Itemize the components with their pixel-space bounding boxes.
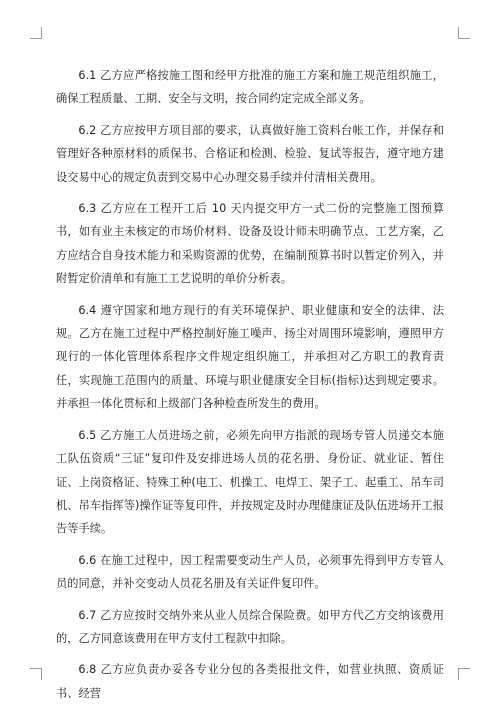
clause-6-5: 6.5 乙方施工人员进场之前，必须先向甲方指派的现场专管人员递交本施工队伍资质“三证”复印件及安排进场人员的花名册、身份证、就业证、暂住证、上岗资格证、特殊工种(电工、机操工、电焊工、架子工、起重工、吊车司机、吊车指挥等)操作证等复印件，并按规定及时办理健康证及队伍进场开工报告等手续。 — [56, 428, 444, 536]
crop-mark-top-right — [458, 38, 470, 39]
clause-6-1: 6.1 乙方应严格按施工图和经甲方批准的施工方案和施工规范组织施工，确保工程质量、工期、安全与文明，按合同约定完成全部义务。 — [56, 69, 444, 106]
clause-6-6: 6.6 在施工过程中，因工程需要变动生产人员，必须事先得到甲方专管人员的同意，并补交变动人员花名册及有关证件复印件。 — [56, 553, 444, 591]
crop-mark-top-left-vertical — [41, 27, 42, 39]
crop-mark-bottom-left-vertical — [41, 668, 42, 680]
document-body — [56, 64, 444, 713]
clause-6-3: 6.3 乙方应在工程开工后 10 天内提交甲方一式二份的完整施工图预算书，如有业主未核定的市场价材料、设备及设计师未明确节点、工艺方案，乙方应结合自身技术能力和采购资源的优势，在编制预算书时以暂定价列入，并附暂定价清单和有施工工艺说明的单价分析表。 — [56, 202, 444, 286]
clause-6-2: 6.2 乙方应按甲方项目部的要求，认真做好施工资料台帐工作，并保存和管理好各种原材料的质保书、合格证和检测、检验、复试等报告，遵守地方建设交易中心的规定负责到交易中心办理交易手续并付清相关费用。 — [56, 123, 444, 184]
clause-6-8: 6.8 乙方应负责办妥各专业分包的各类报批文件，如营业执照、资质证书、经营 — [56, 663, 444, 700]
clause-6-7: 6.7 乙方应按时交纳外来从业人员综合保险费。如甲方代乙方交纳该费用的，乙方同意该费用在甲方支付工程款中扣除。 — [56, 608, 444, 645]
clause-6-4: 6.4 遵守国家和地方现行的有关环境保护、职业健康和安全的法律、法规。乙方在施工过程中严格控制好施工噪声、扬尘对周围环境影响，遵照甲方现行的一体化管理体系程序文件规定组织施工，并承担对乙方职工的教育责任，实现施工范围内的质量、环境与职业健康安全目标(指标)达到规定要求。并承担一体化贯标和上级部门各种检查所发生的费用。 — [56, 303, 444, 411]
crop-mark-top-right-vertical — [458, 27, 459, 39]
crop-mark-bottom-right-vertical — [458, 668, 459, 680]
crop-mark-bottom-right — [458, 668, 470, 669]
